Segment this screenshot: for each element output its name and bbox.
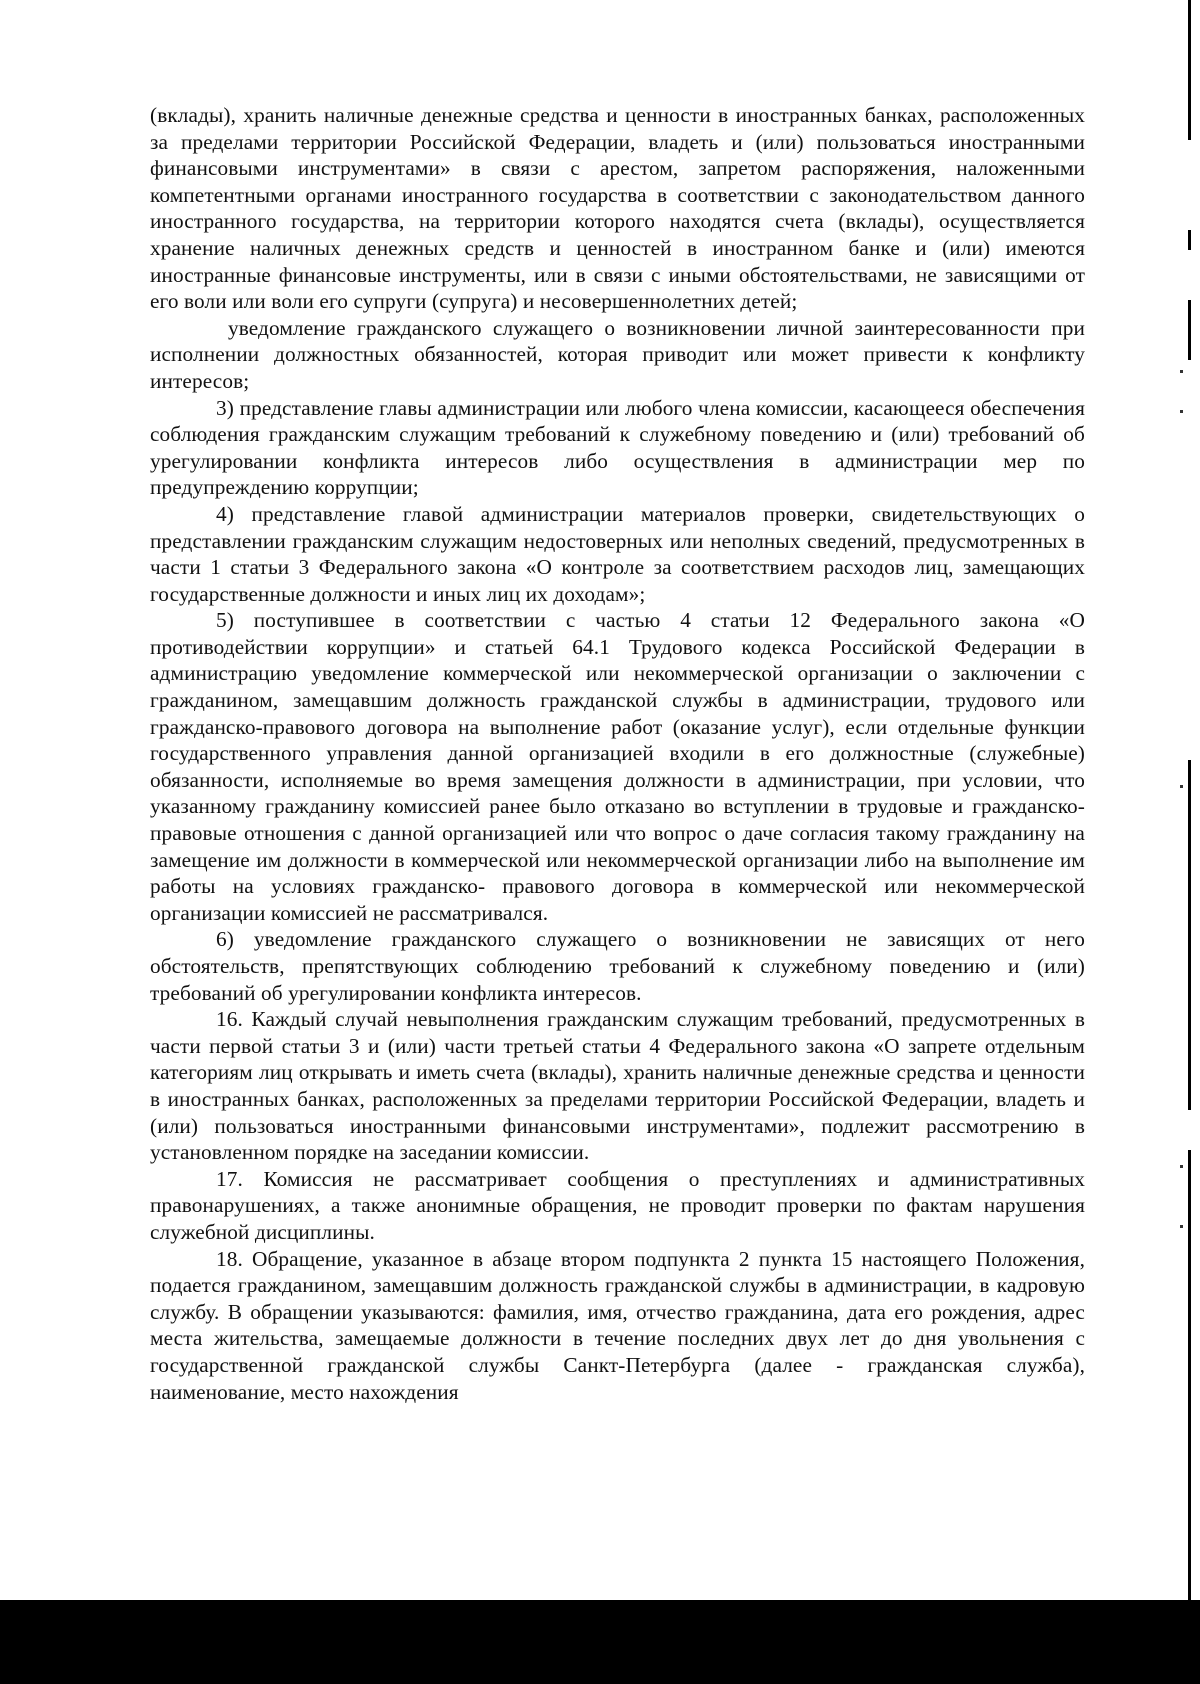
paragraph-continuation: (вклады), хранить наличные денежные средства и ценности в иностранных банках, расположенных за пределами территории Российской Федерации, владеть и (или) пользоваться иностранными финансовыми инструментами» в связи с арестом, запретом распоряжения, наложенными компетентными органами иностранного государства в соответствии с законодательством данного иностранного государства, на территории которого находятся счета (вклады), осуществляется хранение наличных денежных средств и ценностей в иностранном банке и (или) имеются иностранные финансовые инструменты, или в связи с иными обстоятельствами, не зависящими от его воли или воли его супруги (супруга) и несовершеннолетних детей; [150, 103, 1085, 314]
scan-edge-speck [1180, 785, 1183, 788]
paragraph-item-4: 4) представление главой администрации материалов проверки, свидетельствующих о представлении гражданским служащим недостоверных или неполных сведений, предусмотренных в части 1 статьи 3 Федерального закона «О контроле за соответствием расходов лиц, замещающих государственные должности и иных лиц их доходам»; [150, 501, 1085, 606]
paragraph-section-16: 16. Каждый случай невыполнения гражданским служащим требований, предусмотренных в части первой статьи 3 и (или) части третьей статьи 4 Федерального закона «О запрете отдельным категориям лиц открывать и иметь счета (вклады), хранить наличные денежные средства и ценности в иностранных банках, расположенных за пределами территории Российской Федерации, владеть и (или) пользоваться иностранными финансовыми инструментами», подлежит рассмотрению в установленном порядке на заседании комиссии. [150, 1007, 1085, 1165]
paragraph-section-18: 18. Обращение, указанное в абзаце втором подпункта 2 пункта 15 настоящего Положения, подается гражданином, замещавшим должность гражданской службы в администрации, в кадровую службу. В обращении указываются: фамилия, имя, отчество гражданина, дата его рождения, адрес места жительства, замещаемые должности в течение последних двух лет до дня увольнения с государственной гражданской службы Санкт-Петербурга (далее - гражданская служба), наименование, место нахождения [150, 1246, 1085, 1404]
scan-bottom-border [0, 1600, 1200, 1684]
scan-edge-speck [1180, 410, 1183, 413]
scan-edge-line [1188, 0, 1191, 1600]
paragraph-item-6: 6) уведомление гражданского служащего о возникновении не зависящих от него обстоятельств, препятствующих соблюдению требований к служебному поведению и (или) требований об урегулировании конфликта интересов. [150, 927, 1085, 1005]
document-body [150, 102, 1085, 1405]
scan-edge-speck [1180, 1165, 1183, 1168]
paragraph-item-5: 5) поступившее в соответствии с частью 4 статьи 12 Федерального закона «О противодействии коррупции» и статьей 64.1 Трудового кодекса Российской Федерации в администрацию уведомление коммерческой или некоммерческой организации о заключении с гражданином, замещавшим должность гражданской службы в администрации, трудового или гражданско-правового договора на выполнение работ (оказание услуг), если отдельные функции государственного управления данной организацией входили в его должностные (служебные) обязанности, исполняемые во время замещения должности в администрации, при условии, что указанному гражданину комиссией ранее было отказано во вступлении в трудовые и гражданско-правовые отношения с данной организацией или что вопрос о даче согласия такому гражданину на замещение им должности в коммерческой или некоммерческой организации либо на выполнение им работы на условиях гражданско- правового договора в коммерческой или некоммерческой организации комиссией не рассматривался. [150, 608, 1085, 925]
paragraph-item-3: 3) представление главы администрации или любого члена комиссии, касающееся обеспечения соблюдения гражданским служащим требований к служебному поведению и (или) требований об урегулировании конфликта интересов либо осуществления в администрации мер по предупреждению коррупции; [150, 395, 1085, 500]
scan-edge-speck [1180, 370, 1183, 373]
scan-edge-speck [1180, 1225, 1183, 1228]
paragraph-notification: уведомление гражданского служащего о возникновении личной заинтересованности при исполнении должностных обязанностей, которая приводит или может привести к конфликту интересов; [150, 315, 1085, 393]
paragraph-section-17: 17. Комиссия не рассматривает сообщения о преступлениях и административных правонарушениях, а также анонимные обращения, не проводит проверки по фактам нарушения служебной дисциплины. [150, 1166, 1085, 1244]
